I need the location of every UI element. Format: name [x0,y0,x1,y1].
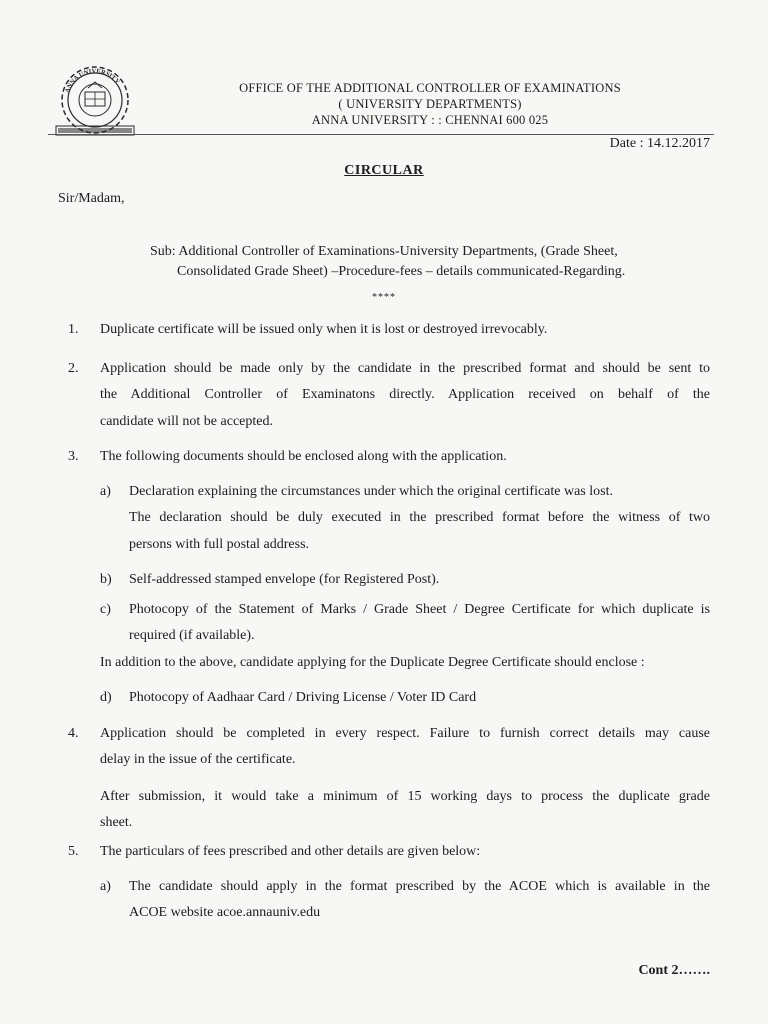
subject [150,242,710,282]
subject-line-1: Sub: Additional Controller of Examinations-University Departments, (Grade Sheet, [150,244,618,259]
item-3c-label: c) [100,602,111,617]
office-line-1: OFFICE OF THE ADDITIONAL CONTROLLER OF EXAMINATIONS [239,81,621,95]
separator: **** [372,292,396,303]
item-3a-line-1: Declaration explaining the circumstances under which the original certificate was lost. [129,484,613,499]
item-3a-label: a) [100,484,111,499]
svg-text:ANNA UNIVERSITY: ANNA UNIVERSITY [64,67,121,94]
office-header [150,80,710,128]
item-3a-line-2: The declaration should be duly executed in the prescribed format before the witness of two [129,510,710,525]
item-3a-line-3: persons with full postal address. [129,537,310,552]
item-2-line-1: Application should be made only by the candidate in the prescribed format and should be sent to [100,361,710,376]
item-4-line-3: After submission, it would take a minimum of 15 working days to process the duplicate grade [100,789,710,804]
item-3-text: The following documents should be enclosed along with the application. [100,449,507,464]
item-3c-line-1: Photocopy of the Statement of Marks / Grade Sheet / Degree Certificate for which duplicate is [129,602,710,617]
item-2-line-3: candidate will not be accepted. [100,414,273,429]
header-rule [48,134,714,135]
item-1-number: 1. [68,322,79,337]
item-2-number: 2. [68,361,79,376]
date: Date : 14.12.2017 [609,136,710,151]
item-3b-text: Self-addressed stamped envelope (for Registered Post). [129,572,440,587]
item-5a-line-1: The candidate should apply in the format prescribed by the ACOE which is available in the [129,879,710,894]
item-3d-text: Photocopy of Aadhaar Card / Driving License / Voter ID Card [129,690,477,705]
office-line-3: ANNA UNIVERSITY : : CHENNAI 600 025 [311,113,549,127]
anna-university-logo [50,58,140,138]
item-3-addition: In addition to the above, candidate applying for the Duplicate Degree Certificate should enclose : [100,655,645,670]
item-4-line-4: sheet. [100,815,133,830]
continued-note: Cont 2……. [638,963,710,978]
salutation: Sir/Madam, [58,191,125,206]
item-4-number: 4. [68,726,79,741]
item-5a-label: a) [100,879,111,894]
item-4-line-1: Application should be completed in every respect. Failure to furnish correct details may cause [100,726,710,741]
item-5a-line-2: ACOE website acoe.annauniv.edu [129,905,321,920]
item-3c-line-2: required (if available). [129,628,255,643]
item-3b-label: b) [100,572,112,587]
item-5-number: 5. [68,844,79,859]
subject-line-2: Consolidated Grade Sheet) –Procedure-fees – details communicated-Regarding. [177,264,626,279]
office-line-2: ( UNIVERSITY DEPARTMENTS) [338,97,522,111]
item-4-line-2: delay in the issue of the certificate. [100,752,296,767]
item-2-line-2: the Additional Controller of Examinatons directly. Application received on behalf of the [100,387,710,402]
item-3d-label: d) [100,690,112,705]
item-3-number: 3. [68,449,79,464]
item-1-text: Duplicate certificate will be issued only when it is lost or destroyed irrevocably. [100,322,548,337]
page-title: CIRCULAR [344,163,424,178]
item-5-text: The particulars of fees prescribed and other details are given below: [100,844,481,859]
